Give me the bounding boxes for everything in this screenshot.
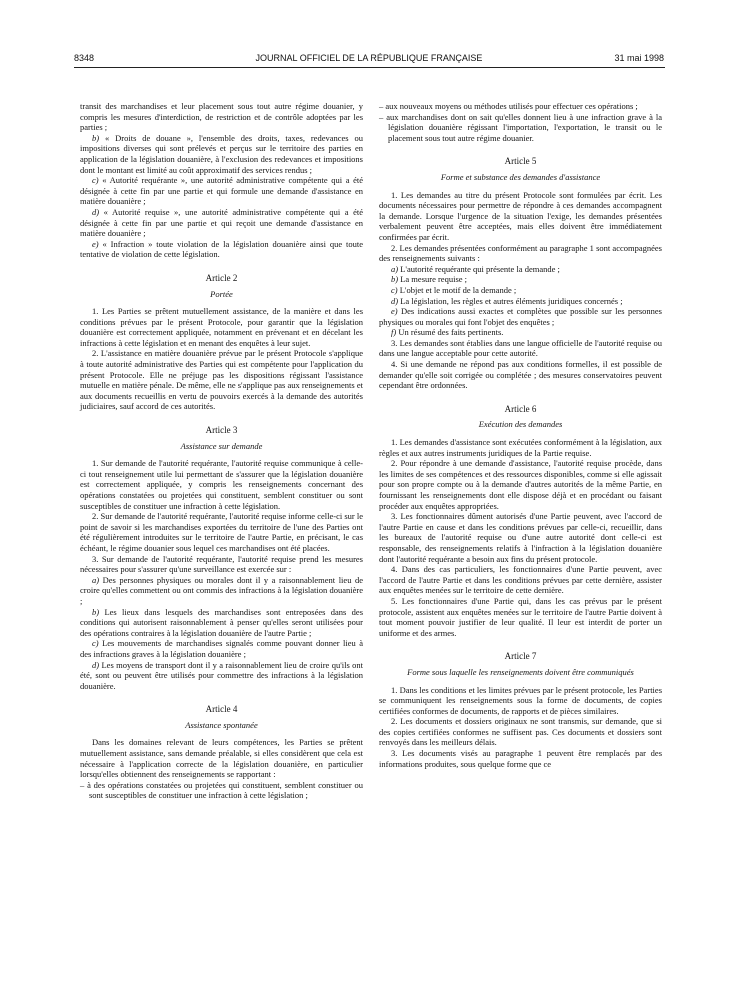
item-label: c) xyxy=(92,638,99,649)
paragraph: 2. Les documents et dossiers originaux ne sont transmis, sur demande, que si des copies certifiées conformes ne suffisent pas. Ces documents et dossiers sont renvoyés dans les meilleurs délais. xyxy=(379,716,662,748)
article-3-subtitle: Assistance sur demande xyxy=(180,440,263,451)
article-5-subtitle: Forme et substance des demandes d'assistance xyxy=(440,171,601,182)
item-label: b) xyxy=(391,274,399,285)
item-text: « Autorité requérante », une autorité administrative compétente qui a été désignée à cette fin par une partie et qui formule une demande d'assistance en matière douanière ; xyxy=(80,175,363,207)
item-text: Les mouvements de marchandises signalés comme pouvant donner lieu à des infractions graves à la législation douanière ; xyxy=(80,638,364,659)
article-2-subtitle: Portée xyxy=(210,288,233,299)
item-label: b) xyxy=(92,606,100,617)
item-text: La mesure requise ; xyxy=(400,274,468,285)
paragraph: 3. Les demandes sont établies dans une langue officielle de l'autorité requise ou dans une langue acceptable pour cette autorité. xyxy=(379,337,662,359)
paragraph: transit des marchandises et leur placement sous tout autre régime douanier, y compris les mesures d'interdiction, de restriction et de contrôle adoptées par les parties ; xyxy=(80,101,363,133)
item-label: d) xyxy=(92,659,100,670)
paragraph: 1. Sur demande de l'autorité requérante, l'autorité requise communique à celle-ci tout renseignement utile lui permettant de s'assurer que la législation douanière est correctement appliquée, y compris les renseignements concernant des opérations constatées ou projetées qui constituent, semblent constituer ou sont susceptibles de constituer une infraction à cette législation. xyxy=(80,458,363,511)
definition-c xyxy=(80,175,363,207)
right-column xyxy=(379,101,662,769)
list-item xyxy=(379,306,662,327)
dash-item: – aux nouveaux moyens ou méthodes utilisés pour effectuer ces opérations ; xyxy=(379,101,638,111)
article-4-title: Article 4 xyxy=(205,704,238,715)
item-text: « Infraction » toute violation de la législation douanière ainsi que toute tentative de violation de cette législation. xyxy=(80,238,363,260)
paragraph: 1. Les demandes d'assistance sont exécutées conformément à la législation, aux règles et aux autres instruments juridiques de la Partie requise. xyxy=(379,437,662,458)
paragraph: 1. Dans les conditions et les limites prévues par le présent protocole, les Parties se communiquent les renseignements sous la forme de documents, de copies certifiées conformes de documents, de rapports et de pièces similaires. xyxy=(379,684,662,716)
list-item xyxy=(379,296,662,307)
journal-title: JOURNAL OFFICIEL DE LA RÉPUBLIQUE FRANÇAISE xyxy=(255,53,483,63)
item-label: e) xyxy=(92,238,99,249)
article-7-subtitle: Forme sous laquelle les renseignements doivent être communiqués xyxy=(407,666,634,677)
page-header xyxy=(74,53,664,67)
page-number: 8348 xyxy=(74,53,95,63)
paragraph: 1. Les demandes au titre du présent Protocole sont formulées par écrit. Les documents nécessaires pour permettre de répondre à ces demandes accompagnent la demande. Lorsque l'urgence de la situation l'exige, les demandes présentées verbalement peuvent être acceptées, mais elles doivent être immédiatement confirmées par écrit. xyxy=(379,189,662,242)
paragraph: 3. Sur demande de l'autorité requérante, l'autorité requise prend les mesures nécessaires pour s'assurer qu'une surveillance est exercée sur : xyxy=(80,553,363,575)
item-text: Des personnes physiques ou morales dont il y a raisonnablement lieu de croire qu'elles commettent ou ont commis des infractions à la législation douanière ; xyxy=(80,574,364,606)
item-text: Les lieux dans lesquels des marchandises sont entreposées dans des conditions qui autorisent raisonnablement à penser qu'elles seront utilisées pour des opérations contraires à la législation douanière de l'autre Partie ; xyxy=(80,606,364,638)
item-label: f) xyxy=(391,327,397,338)
paragraph: 5. Les fonctionnaires d'une Partie qui, dans les cas prévus par le présent protocole, assistent aux enquêtes menées sur le territoire de l'autre Partie doivent à tout moment pouvoir justifier de leur qualité. Il leur est interdit de porter un uniforme et des armes. xyxy=(379,595,662,638)
item-label: e) xyxy=(391,306,398,317)
item-text: L'objet et le motif de la demande ; xyxy=(399,284,517,295)
item-label: b) xyxy=(92,132,100,143)
paragraph: 4. Dans des cas particuliers, les fonctionnaires d'une Partie peuvent, avec l'accord de l'autre Partie et dans les conditions prévues par cette dernière, assister aux enquêtes menées sur le territoire de cette dernière. xyxy=(379,564,662,596)
article-2-title: Article 2 xyxy=(205,272,238,283)
item-label: a) xyxy=(391,263,399,274)
list-item xyxy=(80,638,363,659)
paragraph: 1. Les Parties se prêtent mutuellement assistance, de la manière et dans les conditions prévues par le présent Protocole, pour garantir que la législation douanière est correctement appliquée, notamment en prévenant et en décelant les infractions à cette législation et en menant des enquêtes à leur sujet. xyxy=(80,306,363,348)
list-item xyxy=(379,327,662,338)
item-label: d) xyxy=(391,295,399,306)
paragraph: 2. Sur demande de l'autorité requérante, l'autorité requise informe celle-ci sur le point de savoir si les marchandises exportées du territoire de l'une des Parties ont été régulièrement introduites sur le territoire de l'autre Partie, en précisant, le cas échéant, le régime douanier sous lequel ces marchandises ont été placées. xyxy=(80,511,363,553)
item-label: a) xyxy=(92,574,100,585)
item-text: Des indications aussi exactes et complètes que possible sur les personnes physiques ou morales qui font l'objet des enquêtes ; xyxy=(379,306,662,327)
item-text: « Droits de douane », l'ensemble des droits, taxes, redevances ou impositions diverses qui sont prélevés et perçus sur le territoire des parties en application de la législation douanière, à l'exclusion des redevances et impositions dont le montant est limité au coût approximatif des services rendus ; xyxy=(80,132,363,175)
item-text: Un résumé des faits pertinents. xyxy=(398,327,504,338)
article-7-title: Article 7 xyxy=(504,651,537,662)
article-3-title: Article 3 xyxy=(205,425,238,436)
list-item xyxy=(379,274,662,285)
item-label: c) xyxy=(92,175,99,186)
article-4-subtitle: Assistance spontanée xyxy=(185,719,258,730)
paragraph: 2. Pour répondre à une demande d'assistance, l'autorité requise procède, dans les limites de ses compétences et des ressources disponibles, comme si elle agissait pour son propre compte ou à la demande d'autres autorités de la même Partie, en fournissant les renseignements dont elle dispose déjà et en procédant ou faisant procéder aux enquêtes appropriées. xyxy=(379,458,662,511)
list-item xyxy=(80,607,363,639)
item-label: d) xyxy=(92,206,100,217)
list-item xyxy=(80,660,363,692)
item-text: L'autorité requérante qui présente la demande ; xyxy=(400,263,560,274)
item-text: « Autorité requise », une autorité administrative compétente qui a été désignée à cette fin par une partie et qui reçoit une demande d'assistance en matière douanière ; xyxy=(80,206,364,239)
article-6-title: Article 6 xyxy=(504,403,537,414)
dash-item: – à des opérations constatées ou projetées qui constituent, semblent constituer ou sont susceptibles de constituer une infraction à cette législation ; xyxy=(80,779,363,801)
item-text: La législation, les règles et autres éléments juridiques concernés ; xyxy=(400,295,623,306)
article-6-subtitle: Exécution des demandes xyxy=(478,419,563,430)
definition-e xyxy=(80,239,363,260)
item-label: c) xyxy=(391,284,398,295)
paragraph: 3. Les fonctionnaires dûment autorisés d'une Partie peuvent, avec l'accord de l'autre Partie en cause et dans les conditions prévues par celle-ci, recueillir, dans les bureaux de l'autorité requise ou d'une autre autorité dont celle-ci est responsable, des renseignements relatifs à l'infraction à la législation douanière dont l'autorité requérante a besoin aux fins du présent protocole. xyxy=(379,511,662,564)
paragraph: 2. Les demandes présentées conformément au paragraphe 1 sont accompagnées des renseignements suivants : xyxy=(379,242,662,264)
publication-date: 31 mai 1998 xyxy=(614,53,664,63)
article-5-title: Article 5 xyxy=(504,156,537,167)
dash-item: – aux marchandises dont on sait qu'elles donnent lieu à une infraction grave à la législation douanière régissant l'importation, l'exportation, le transit ou le placement sous tout autre régime douanier. xyxy=(379,111,662,143)
definition-d xyxy=(80,207,363,239)
list-item xyxy=(80,575,363,607)
header-rule xyxy=(74,67,665,68)
paragraph: 3. Les documents visés au paragraphe 1 peuvent être remplacés par des informations produites, sous quelque forme que ce xyxy=(379,748,662,769)
list-item xyxy=(379,285,662,296)
paragraph: Dans les domaines relevant de leurs compétences, les Parties se prêtent mutuellement assistance, sans demande préalable, si elles considèrent que cela est nécessaire à l'application correcte de la législation douanière, en particulier lorsqu'elles obtiennent des renseignements se rapportant : xyxy=(80,737,363,780)
definition-b xyxy=(80,133,363,175)
item-text: Les moyens de transport dont il y a raisonnablement lieu de croire qu'ils ont été, sont ou peuvent être utilisés pour commettre des infractions à la législation douanière. xyxy=(80,659,364,691)
list-item xyxy=(379,264,662,275)
left-column xyxy=(80,101,363,801)
paragraph: 2. L'assistance en matière douanière prévue par le présent Protocole s'applique à toute autorité administrative des Parties qui est compétente pour l'application du présent Protocole. Elle ne préjuge pas les dispositions régissant l'assistance mutuelle en matière pénale. De même, elle ne s'applique pas aux renseignements et aux documents recueillis en vertu de pouvoirs exercés à la demande des autorités judiciaires, sauf accord de ces autorités. xyxy=(80,348,363,412)
paragraph: 4. Si une demande ne répond pas aux conditions formelles, il est possible de demander qu'elle soit corrigée ou complétée ; des mesures conservatoires peuvent cependant être ordonnées. xyxy=(379,359,662,391)
